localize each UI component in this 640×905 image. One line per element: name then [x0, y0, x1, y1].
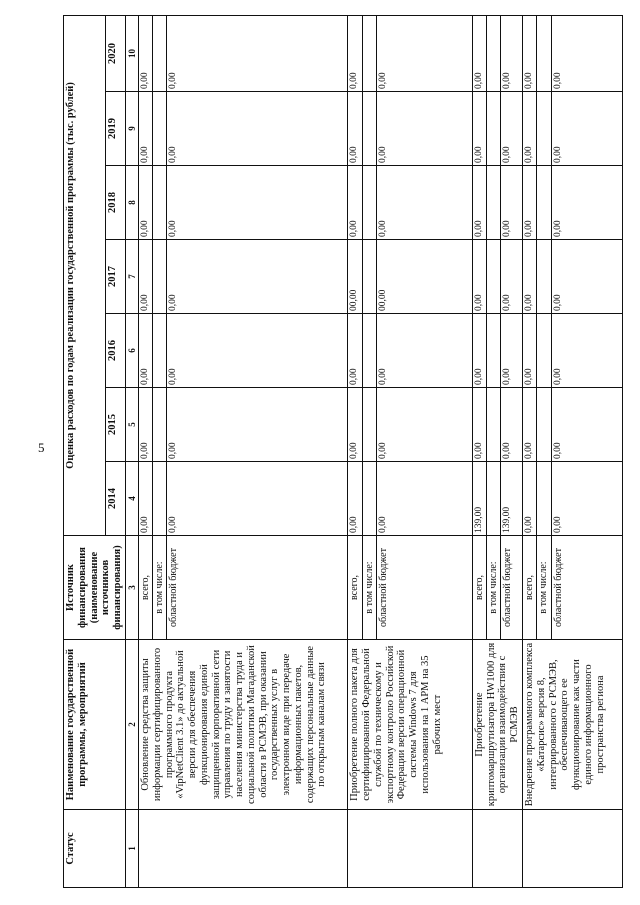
amount-cell — [362, 388, 376, 462]
amount-cell: 0,00 — [523, 92, 537, 166]
header-year: 2016 — [106, 314, 126, 388]
measure-name: Приобретение криптомаршрутизатора HW1000 для организации взаимодействия с РСМЭВ — [472, 640, 522, 810]
table-row — [139, 16, 153, 888]
amount-cell — [487, 388, 501, 462]
amount-cell: 0,00 — [139, 314, 153, 388]
source-label: в том числе: — [153, 536, 167, 640]
amount-cell: 0,00 — [472, 240, 486, 314]
source-label: в том числе: — [362, 536, 376, 640]
source-label: областной бюджет — [501, 536, 523, 640]
header-year: 2020 — [106, 16, 126, 92]
amount-cell: 0,00 — [167, 92, 348, 166]
status-cell — [348, 810, 472, 888]
amount-cell: 00,00 — [376, 240, 472, 314]
header-year: 2014 — [106, 462, 126, 536]
amount-cell: 0,00 — [348, 166, 362, 240]
amount-cell: 0,00 — [376, 314, 472, 388]
source-label: всего, — [523, 536, 537, 640]
amount-cell — [537, 388, 551, 462]
column-index: 3 — [126, 536, 139, 640]
amount-cell: 0,00 — [523, 16, 537, 92]
source-label: всего, — [139, 536, 153, 640]
amount-cell: 0,00 — [551, 240, 622, 314]
amount-cell — [487, 314, 501, 388]
amount-cell: 0,00 — [348, 92, 362, 166]
amount-cell: 0,00 — [348, 462, 362, 536]
amount-cell: 0,00 — [523, 314, 537, 388]
amount-cell — [487, 92, 501, 166]
amount-cell: 0,00 — [376, 16, 472, 92]
amount-cell: 0,00 — [139, 240, 153, 314]
amount-cell: 139,00 — [501, 462, 523, 536]
source-label: областной бюджет — [167, 536, 348, 640]
amount-cell: 00,00 — [348, 240, 362, 314]
amount-cell: 0,00 — [501, 166, 523, 240]
amount-cell: 0,00 — [501, 240, 523, 314]
amount-cell: 0,00 — [472, 388, 486, 462]
amount-cell: 0,00 — [501, 92, 523, 166]
table-row — [472, 16, 486, 888]
amount-cell — [362, 166, 376, 240]
amount-cell: 0,00 — [376, 462, 472, 536]
status-cell — [523, 810, 622, 888]
amount-cell — [153, 92, 167, 166]
header-status: Статус — [64, 810, 126, 888]
amount-cell: 0,00 — [472, 16, 486, 92]
column-index: 2 — [126, 640, 139, 810]
amount-cell — [153, 462, 167, 536]
amount-cell: 0,00 — [139, 92, 153, 166]
measure-name: Внедрение программного комплекса «Катарсис» версия 8, интегрированного с РСМЭВ, обеспечивающего ее функционирование как части единого информационного пространства региона — [523, 640, 622, 810]
amount-cell — [487, 16, 501, 92]
page-number: 5 — [38, 440, 45, 455]
header-source: Источник финансирования (наименование источников финансирования) — [64, 536, 126, 640]
amount-cell: 0,00 — [472, 92, 486, 166]
amount-cell: 0,00 — [167, 166, 348, 240]
amount-cell — [153, 388, 167, 462]
amount-cell: 0,00 — [551, 16, 622, 92]
amount-cell: 0,00 — [139, 16, 153, 92]
amount-cell: 0,00 — [167, 16, 348, 92]
source-label: в том числе: — [537, 536, 551, 640]
amount-cell — [362, 314, 376, 388]
amount-cell — [537, 92, 551, 166]
column-index: 10 — [126, 16, 139, 92]
amount-cell: 0,00 — [551, 314, 622, 388]
amount-cell: 0,00 — [139, 462, 153, 536]
amount-cell: 0,00 — [501, 388, 523, 462]
amount-cell: 0,00 — [523, 166, 537, 240]
amount-cell: 0,00 — [167, 388, 348, 462]
column-index: 4 — [126, 462, 139, 536]
column-index: 5 — [126, 388, 139, 462]
amount-cell — [153, 314, 167, 388]
amount-cell: 0,00 — [501, 314, 523, 388]
measure-name: Приобретение полного пакета для сертифицированной Федеральной службой по техническому и экспортному контролю Российской Федерации версии операционной системы Windows 7 для использования на 1 АРМ на 35 рабочих мест — [348, 640, 472, 810]
status-cell — [472, 810, 522, 888]
status-cell — [139, 810, 348, 888]
amount-cell: 0,00 — [139, 388, 153, 462]
expenditure-table — [63, 15, 623, 888]
amount-cell: 0,00 — [523, 462, 537, 536]
amount-cell: 0,00 — [523, 240, 537, 314]
amount-cell — [153, 240, 167, 314]
amount-cell — [487, 166, 501, 240]
amount-cell: 0,00 — [139, 166, 153, 240]
table-row — [523, 16, 537, 888]
amount-cell — [153, 16, 167, 92]
amount-cell: 0,00 — [376, 388, 472, 462]
header-estimate: Оценка расходов по годам реализации государственной программы (тыс. рублей) — [64, 16, 106, 536]
table-row — [348, 16, 362, 888]
column-index: 8 — [126, 166, 139, 240]
amount-cell — [487, 240, 501, 314]
amount-cell — [537, 314, 551, 388]
column-index: 9 — [126, 92, 139, 166]
amount-cell — [362, 16, 376, 92]
amount-cell: 0,00 — [551, 166, 622, 240]
amount-cell: 0,00 — [167, 314, 348, 388]
amount-cell — [537, 462, 551, 536]
source-label: всего, — [348, 536, 362, 640]
header-year: 2015 — [106, 388, 126, 462]
header-year: 2019 — [106, 92, 126, 166]
amount-cell: 0,00 — [348, 16, 362, 92]
amount-cell: 0,00 — [523, 388, 537, 462]
rotated-page — [63, 16, 606, 888]
source-label: всего, — [472, 536, 486, 640]
amount-cell — [487, 462, 501, 536]
measure-name: Обновление средства защиты информации сертифицированного программного продукта «VipNetClient 3.1» до актуальной версии для обеспечения функционирования единой защищенной корпоративной сети управления по труду и занятости населения министерства труда и социальной политики Магаданской области в РСМЭВ, при оказании государственных услуг в электронном виде при передаче информационных пакетов, содержащих персональные данные по открытым каналам связи — [139, 640, 348, 810]
header-name: Наименование государственной программы, мероприятий — [64, 640, 126, 810]
column-index: 1 — [126, 810, 139, 888]
amount-cell — [362, 92, 376, 166]
amount-cell — [153, 166, 167, 240]
amount-cell — [362, 240, 376, 314]
amount-cell: 0,00 — [551, 388, 622, 462]
amount-cell: 0,00 — [551, 92, 622, 166]
amount-cell: 0,00 — [551, 462, 622, 536]
source-label: в том числе: — [487, 536, 501, 640]
amount-cell: 0,00 — [376, 166, 472, 240]
source-label: областной бюджет — [551, 536, 622, 640]
amount-cell: 0,00 — [348, 388, 362, 462]
amount-cell: 0,00 — [348, 314, 362, 388]
amount-cell — [537, 240, 551, 314]
column-index: 6 — [126, 314, 139, 388]
amount-cell — [362, 462, 376, 536]
amount-cell: 0,00 — [472, 314, 486, 388]
amount-cell: 0,00 — [167, 240, 348, 314]
amount-cell: 139,00 — [472, 462, 486, 536]
header-year: 2017 — [106, 240, 126, 314]
column-index: 7 — [126, 240, 139, 314]
amount-cell: 0,00 — [472, 166, 486, 240]
amount-cell — [537, 166, 551, 240]
amount-cell: 0,00 — [501, 16, 523, 92]
table-body — [139, 16, 623, 888]
source-label: областной бюджет — [376, 536, 472, 640]
amount-cell — [537, 16, 551, 92]
amount-cell: 0,00 — [167, 462, 348, 536]
amount-cell: 0,00 — [376, 92, 472, 166]
header-year: 2018 — [106, 166, 126, 240]
